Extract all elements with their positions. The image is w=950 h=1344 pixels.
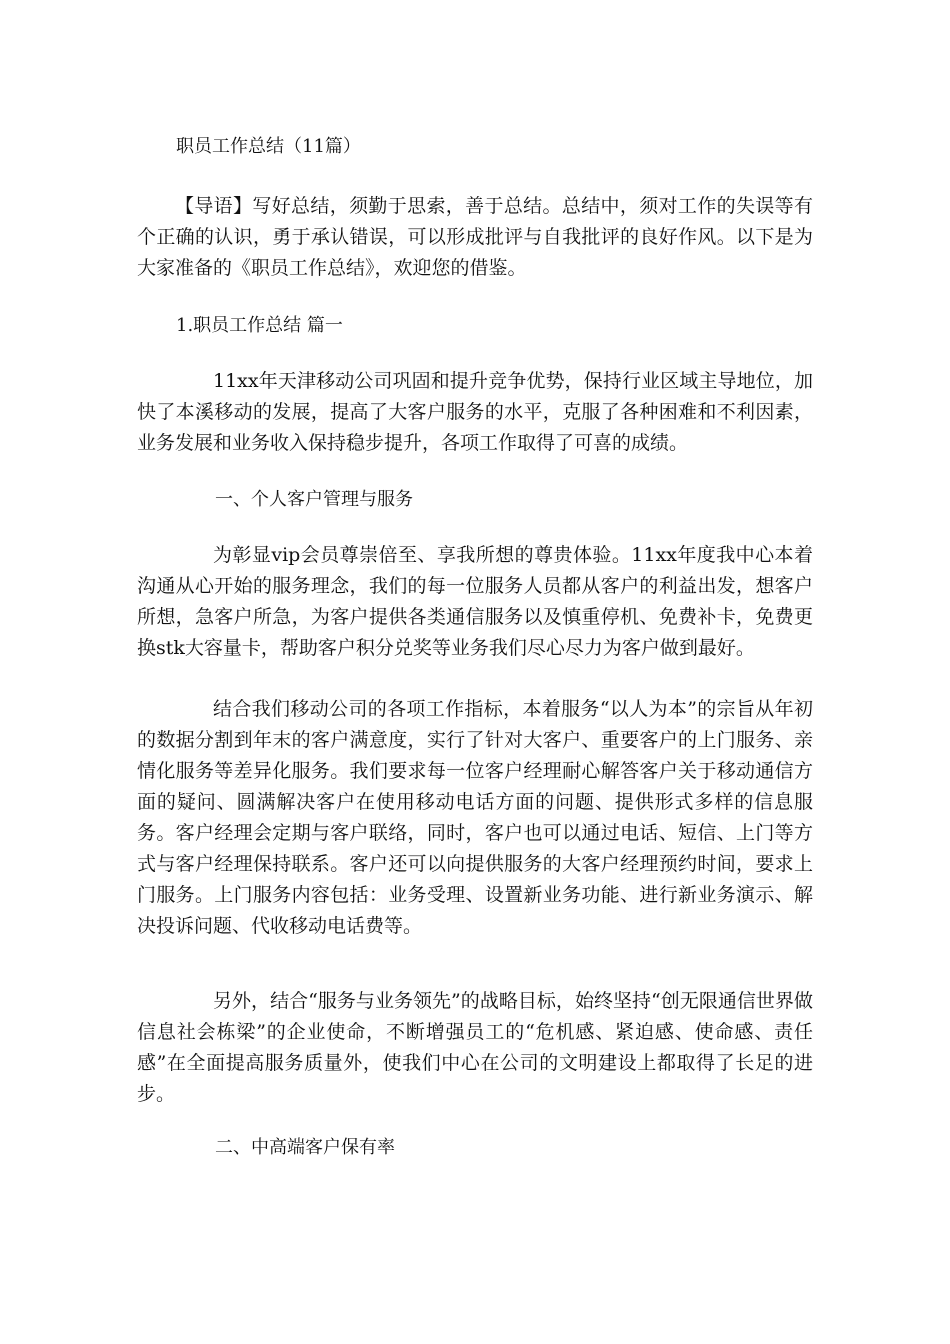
paragraph-strategy: 另外，结合“服务与业务领先”的战略目标，始终坚持“创无限通信世界做信息社会栋梁”的企业使命，不断增强员工的“危机感、紧迫感、使命感、责任感”在全面提高服务质量外，使我们中心在公司的文明建设上都取得了长足的进步。: [137, 990, 813, 1105]
paragraph-vip-service: 为彰显vip会员尊崇倍至、享我所想的尊贵体验。11xx年度我中心本着沟通从心开始的服务理念，我们的每一位服务人员都从客户的利益出发，想客户所想，急客户所急，为客户提供各类通信服务以及慎重停机、免费补卡，免费更换stk大容量卡，帮助客户积分兑奖等业务我们尽心尽力为客户做到最好。: [137, 544, 813, 659]
paragraph-work-targets: 结合我们移动公司的各项工作指标，本着服务“以人为本”的宗旨从年初的数据分割到年末的客户满意度，实行了针对大客户、重要客户的上门服务、亲情化服务等差异化服务。我们要求每一位客户经理耐心解答客户关于移动通信方面的疑问、圆满解决客户在使用移动电话方面的问题、提供形式多样的信息服务。客户经理会定期与客户联络，同时，客户也可以通过电话、短信、上门等方式与客户经理保持联系。客户还可以向提供服务的大客户经理预约时间，要求上门服务。上门服务内容包括：业务受理、设置新业务功能、进行新业务演示、解决投诉问题、代收移动电话费等。: [137, 698, 813, 937]
heading-retention-rate: 二、中高端客户保有率: [215, 1137, 395, 1158]
document-title: 职员工作总结（11篇）: [176, 136, 361, 157]
intro-paragraph: 【导语】写好总结，须勤于思索，善于总结。总结中，须对工作的失误等有个正确的认识，勇于承认错误，可以形成批评与自我批评的良好作风。以下是为大家准备的《职员工作总结》，欢迎您的借鉴。: [137, 195, 813, 279]
heading-personal-customer: 一、个人客户管理与服务: [215, 489, 413, 510]
section-heading-1: 1.职员工作总结 篇一: [176, 315, 343, 336]
section1-paragraph: 11xx年天津移动公司巩固和提升竞争优势，保持行业区域主导地位，加快了本溪移动的发展，提高了大客户服务的水平，克服了各种困难和不利因素，业务发展和业务收入保持稳步提升，各项工作取得了可喜的成绩。: [137, 370, 813, 454]
